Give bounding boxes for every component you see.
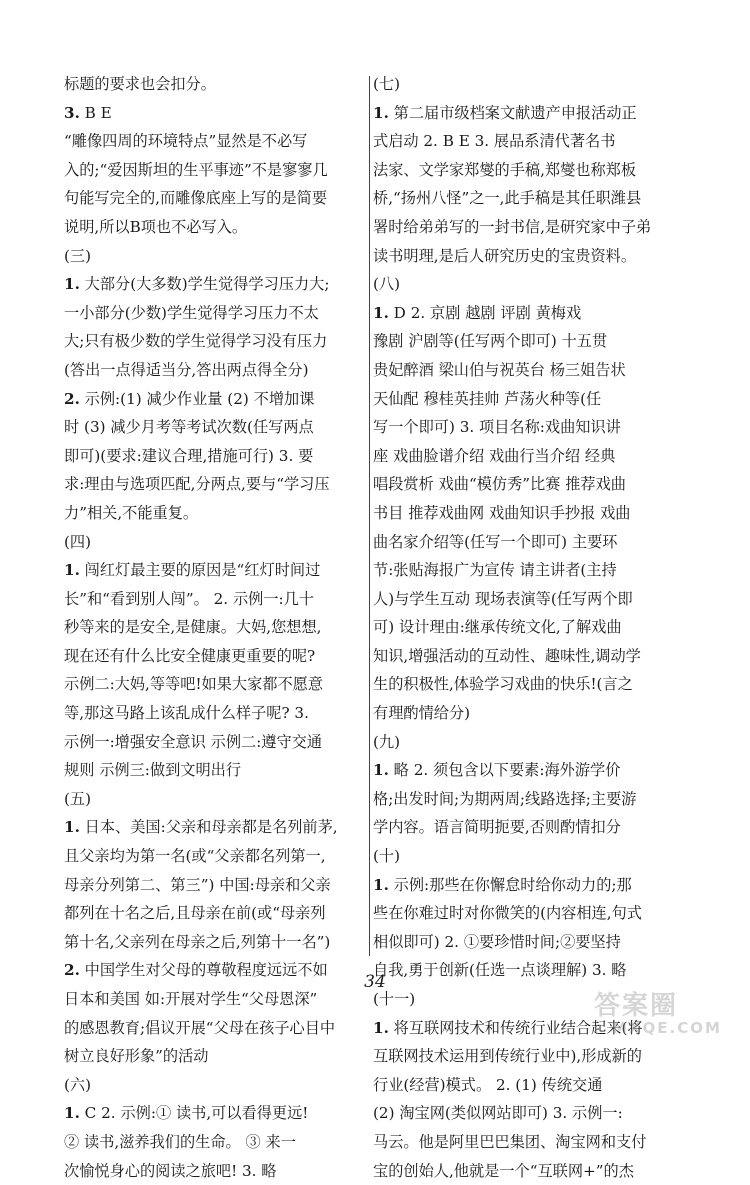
question-number: 2. bbox=[64, 961, 80, 980]
answer-line: 规则 示例三:做到文明出行 bbox=[64, 761, 242, 780]
answer-line: 天仙配 穆桂英挂帅 芦荡火种等(任 bbox=[373, 389, 602, 408]
answer-line: 都列在十名之后,且母亲在前(或“母亲列 bbox=[64, 904, 326, 923]
answer-line: 1. 大部分(大多数)学生觉得学习压力大; bbox=[64, 275, 330, 294]
answer-line: 式启动 2. B E 3. 展品系清代著名书 bbox=[373, 132, 616, 151]
answer-line: 求:理由与选项匹配,分两点,要与“学习压 bbox=[64, 475, 330, 494]
answer-line: 时 (3) 减少月考等考试次数(任写两点 bbox=[64, 418, 314, 437]
watermark-url: MXQE.COM bbox=[612, 1019, 722, 1037]
answer-line: 知识,增强活动的互动性、趣味性,调动学 bbox=[373, 646, 641, 665]
answer-line: 些在你难过时对你微笑的(内容相连,句式 bbox=[373, 904, 642, 923]
answer-line: 1. C 2. 示例:① 读书,可以看得更远! bbox=[64, 1104, 309, 1123]
answer-line: 曲名家介绍等(任写一个即可) 主要环 bbox=[373, 532, 618, 551]
question-number: 1. bbox=[373, 761, 389, 780]
answer-line: ② 读书,滋养我们的生命。 ③ 来一 bbox=[64, 1132, 296, 1151]
question-number: 1. bbox=[64, 1104, 80, 1123]
answer-line: 生的积极性,体验学习戏曲的快乐!(言之 bbox=[373, 675, 633, 694]
answer-line: 句能写完全的,而雕像底座上写的是简要 bbox=[64, 189, 328, 208]
question-number: 1. bbox=[64, 561, 80, 580]
section-heading: (三) bbox=[64, 246, 92, 265]
answer-line: 日本和美国 如:开展对学生“父母恩深” bbox=[64, 990, 318, 1008]
answer-line: 标题的要求也会扣分。 bbox=[64, 75, 216, 93]
answer-line: 节:张贴海报广为宣传 请主讲者(主持 bbox=[373, 561, 617, 580]
answer-line: 1. 闯红灯最主要的原因是“红灯时间过 bbox=[64, 561, 321, 580]
answer-line: 1. 将互联网技术和传统行业结合起来(将 bbox=[373, 1018, 643, 1037]
answer-line: 3. B E bbox=[64, 103, 112, 122]
answer-line: 1. 示例:那些在你懈怠时给你动力的;那 bbox=[373, 875, 632, 894]
answer-line: 即可)(要求:建议合理,措施可行) 3. 要 bbox=[64, 446, 314, 465]
answer-line: 1. 日本、美国:父亲和母亲都是名列前茅, bbox=[64, 818, 338, 837]
question-number: 1. bbox=[64, 275, 80, 294]
answer-line: 母亲分列第二、第三”) 中国:母亲和父亲 bbox=[64, 875, 331, 894]
answer-line: 说明,所以B项也不必写入。 bbox=[64, 217, 248, 236]
answer-line: 1. 略 2. 须包含以下要素:海外游学价 bbox=[373, 761, 621, 780]
answer-line: 力”相关,不能重复。 bbox=[64, 503, 199, 522]
answer-line: 相似即可) 2. ①要珍惜时间;②要坚持 bbox=[373, 932, 621, 951]
answer-line: 大;只有极少数的学生觉得学习没有压力 bbox=[64, 332, 328, 351]
answer-line: 秒等来的是安全,是健康。大妈,您想想, bbox=[64, 618, 322, 637]
answer-line: 长”和“看到别人闯”。 2. 示例一:几十 bbox=[64, 589, 314, 608]
answer-line: 自我,勇于创新(任选一点谈理解) 3. 略 bbox=[373, 961, 627, 980]
question-number: 1. bbox=[373, 103, 389, 122]
left-column bbox=[64, 70, 370, 1185]
answer-line: 宝的创始人,他就是一个“互联网+”的杰 bbox=[373, 1161, 634, 1180]
answer-line: 次愉悦身心的阅读之旅吧! 3. 略 bbox=[64, 1161, 277, 1180]
question-number: 1. bbox=[64, 818, 80, 837]
answer-line: “雕像四周的环境特点”显然是不必写 bbox=[64, 132, 308, 151]
answer-line: 法家、文学家郑燮的手稿,郑燮也称郑板 bbox=[373, 160, 637, 179]
answer-line: 行业(经营)模式。 2. (1) 传统交通 bbox=[373, 1075, 603, 1094]
section-heading: (十一) bbox=[373, 990, 416, 1008]
section-heading: (五) bbox=[64, 789, 92, 808]
column-divider bbox=[369, 76, 370, 956]
question-number: 1. bbox=[373, 303, 389, 322]
answer-line: 可) 设计理由:继承传统文化,了解戏曲 bbox=[373, 618, 622, 637]
question-number: 1. bbox=[373, 875, 389, 894]
answer-line: 1. 第二届市级档案文献遗产申报活动正 bbox=[373, 103, 637, 122]
answer-line: 第十名,父亲列在母亲之后,列第十一名”) bbox=[64, 932, 331, 951]
question-number: 3. bbox=[64, 103, 80, 122]
section-heading: (答出一点得适当分,答出两点得全分) bbox=[64, 360, 309, 379]
answer-line: 唱段赏析 戏曲“模仿秀”比赛 推荐戏曲 bbox=[373, 475, 626, 494]
answer-line: (2) 淘宝网(类似网站即可) 3. 示例一: bbox=[373, 1104, 623, 1123]
section-heading: (四) bbox=[64, 532, 92, 551]
answer-line: 示例一:增强安全意识 示例二:遵守交通 bbox=[64, 732, 323, 751]
answer-line: 写一个即可) 3. 项目名称:戏曲知识讲 bbox=[373, 418, 621, 437]
question-number: 2. bbox=[64, 389, 80, 408]
answer-line: 人)与学生互动 现场表演等(任写两个即 bbox=[373, 589, 633, 608]
answer-line: 入的;“爱因斯坦的生平事迹”不是寥寥几 bbox=[64, 160, 328, 179]
section-heading: (六) bbox=[64, 1075, 92, 1094]
answer-line: 学内容。语言简明扼要,否则酌情扣分 bbox=[373, 818, 621, 837]
answer-line: 2. 中国学生对父母的尊敬程度远远不如 bbox=[64, 961, 328, 980]
answer-line: 且父亲均为第一名(或“父亲都名列第一, bbox=[64, 847, 326, 866]
answer-line: 座 戏曲脸谱介绍 戏曲行当介绍 经典 bbox=[373, 446, 616, 465]
page-number: 34 bbox=[364, 972, 386, 992]
section-heading: (九) bbox=[373, 732, 401, 751]
answer-line: 有理酌情给分) bbox=[373, 704, 471, 723]
answer-line: 的感恩教育;倡议开展“父母在孩子心目中 bbox=[64, 1018, 336, 1037]
answer-line: 格;出发时间;为期两周;线路选择;主要游 bbox=[373, 789, 637, 808]
answer-line: 树立良好形象”的活动 bbox=[64, 1047, 209, 1066]
answer-line: 互联网技术运用到传统行业中),形成新的 bbox=[373, 1047, 642, 1066]
answer-line: 桥,“扬州八怪”之一,此手稿是其任职潍县 bbox=[373, 189, 642, 208]
right-column bbox=[373, 70, 691, 1185]
section-heading: (七) bbox=[373, 75, 401, 93]
answer-line: 贵妃醉酒 梁山伯与祝英台 杨三姐告状 bbox=[373, 360, 626, 379]
answer-line: 1. D 2. 京剧 越剧 评剧 黄梅戏 bbox=[373, 303, 582, 322]
answer-line: 读书明理,是后人研究历史的宝贵资料。 bbox=[373, 246, 637, 265]
answer-line: 等,那这马路上该乱成什么样子呢? 3. bbox=[64, 704, 309, 723]
answer-line: 书目 推荐戏曲网 戏曲知识手抄报 戏曲 bbox=[373, 503, 631, 522]
answer-line: 一小部分(少数)学生觉得学习压力不太 bbox=[64, 303, 319, 322]
answer-line: 现在还有什么比安全健康更重要的呢? bbox=[64, 646, 316, 665]
answer-line: 马云。他是阿里巴巴集团、淘宝网和支付 bbox=[373, 1132, 647, 1151]
section-heading: (十) bbox=[373, 847, 401, 866]
watermark-title: 答案圈 bbox=[594, 991, 679, 1021]
section-heading: (八) bbox=[373, 275, 401, 294]
answer-line: 2. 示例:(1) 减少作业量 (2) 不增加课 bbox=[64, 389, 315, 408]
answer-line: 示例二:大妈,等等吧!如果大家都不愿意 bbox=[64, 675, 324, 694]
question-number: 1. bbox=[373, 1018, 389, 1037]
answer-line: 署时给弟弟写的一封书信,是研究家中子弟 bbox=[373, 217, 652, 236]
answer-line: 豫剧 沪剧等(任写两个即可) 十五贯 bbox=[373, 332, 608, 351]
